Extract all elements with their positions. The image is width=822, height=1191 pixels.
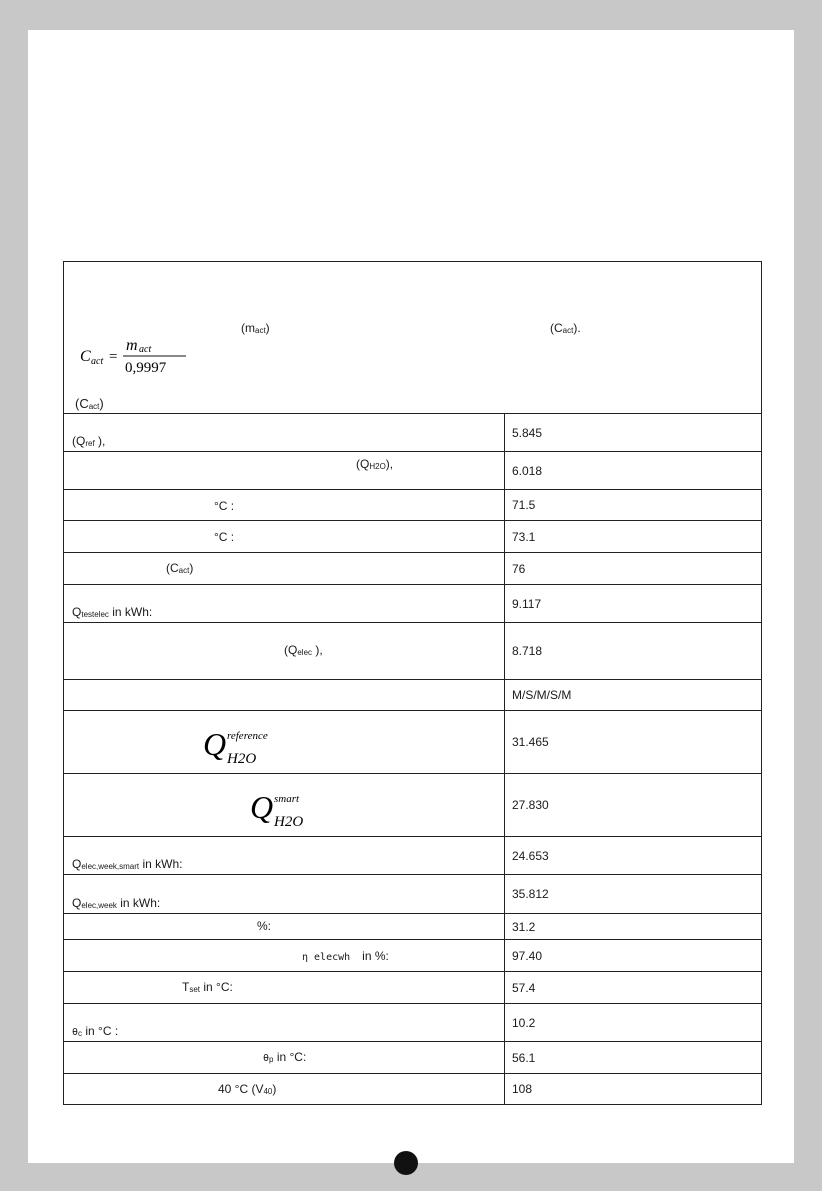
- table-row: [64, 875, 761, 914]
- row-value: 108: [512, 1082, 533, 1096]
- document-page: [28, 30, 794, 1163]
- q-main: Q: [203, 726, 227, 762]
- intro-cell: [64, 262, 761, 414]
- q-h2o-smart-formula: [248, 778, 348, 834]
- row-value: 35.812: [512, 887, 549, 901]
- row-value: 31.2: [512, 919, 536, 934]
- q-sup: smart: [274, 793, 300, 805]
- row-label: [64, 972, 505, 1003]
- q-main: Q: [250, 789, 274, 825]
- eta-elecwh-label: η elecwh in %:: [302, 949, 389, 963]
- row-value: 6.018: [512, 463, 543, 478]
- row-label: [64, 875, 505, 913]
- table-row: [64, 1042, 761, 1074]
- v40-label: 40 °C $(V_{40})$: [218, 1082, 277, 1096]
- table-row: [64, 414, 761, 452]
- row-value: 5.845: [512, 425, 543, 440]
- formula-lhs-sub: act: [91, 356, 104, 367]
- row-label: [64, 1074, 505, 1104]
- row-label: [64, 1004, 505, 1041]
- table-row: [64, 680, 761, 711]
- page-number-marker: [394, 1151, 418, 1175]
- theta-p-label: $\theta_p$ in °C:: [263, 1050, 307, 1064]
- q-elec-label: ($Q_{elec}$ ),: [284, 643, 323, 657]
- row-label: [64, 521, 505, 552]
- q-elec-week-label: $Q_{elec,week}$ in kWh:: [72, 896, 161, 910]
- row-label: [64, 452, 505, 489]
- row-value: 31.465: [512, 735, 549, 749]
- table-row: [64, 914, 761, 940]
- q-ref-label: ($Q_{ref}$ ),: [72, 434, 106, 448]
- row-value: 76: [512, 561, 526, 576]
- row-label: [64, 553, 505, 584]
- c-act-label: $(C_{act})$.: [550, 321, 581, 335]
- q-h2o-label: $(Q_{H2O})$,: [356, 457, 394, 471]
- row-label: [64, 940, 505, 971]
- t-set-label: $T_{set}$ in °C:: [182, 980, 233, 994]
- row-value: M/S/M/S/M: [512, 688, 572, 702]
- row-label: [64, 711, 505, 773]
- row-label: [64, 490, 505, 520]
- row-value: 8.718: [512, 644, 543, 658]
- table-row: [64, 623, 761, 680]
- row-label: [64, 774, 505, 836]
- row-value: 71.5: [512, 498, 536, 512]
- c-act-formula: [78, 335, 188, 375]
- row-label: [64, 414, 505, 451]
- row-label: [64, 1042, 505, 1073]
- table-row: [64, 711, 761, 774]
- row-value: 27.830: [512, 798, 549, 812]
- table-row: [64, 972, 761, 1004]
- table-row: [64, 837, 761, 875]
- c-act-note: $(C_{act})$: [75, 396, 104, 411]
- row-value: 10.2: [512, 1015, 536, 1030]
- row-value: 24.653: [512, 848, 549, 863]
- table-row: [64, 452, 761, 490]
- row-value: 56.1: [512, 1050, 536, 1065]
- percent-label: %:: [257, 919, 272, 933]
- temp-label: °C :: [214, 499, 235, 513]
- q-testelec-label: $Q_{testelec}$ in kWh:: [72, 605, 153, 619]
- q-h2o-reference-formula: [201, 715, 301, 771]
- table-row: [64, 521, 761, 553]
- data-table: [63, 261, 762, 1105]
- q-sub: H2O: [227, 751, 257, 767]
- row-value: 73.1: [512, 529, 536, 544]
- row-value: 9.117: [512, 596, 542, 611]
- row-label: [64, 623, 505, 679]
- temp-label: °C :: [214, 530, 235, 544]
- table-row: [64, 490, 761, 521]
- formula-den: 0,9997: [125, 360, 167, 375]
- row-label: [64, 914, 505, 939]
- q-sup: reference: [227, 730, 268, 742]
- table-row: [64, 774, 761, 837]
- q-elec-week-smart-label: $Q_{elec,week,smart}$ in kWh:: [72, 857, 183, 871]
- table-row: [64, 940, 761, 972]
- table-row: [64, 1004, 761, 1042]
- row-value: 97.40: [512, 948, 543, 963]
- c-act-row-label: $(C_{act})$: [166, 561, 194, 575]
- row-label: [64, 680, 505, 710]
- formula-num: m: [126, 337, 138, 354]
- row-label: [64, 585, 505, 622]
- theta-c-label: $\theta_c$ in °C :: [72, 1024, 119, 1038]
- table-row: [64, 1074, 761, 1104]
- row-value: 57.4: [512, 980, 536, 995]
- formula-lhs: C: [80, 348, 91, 365]
- q-sub: H2O: [274, 814, 304, 830]
- formula-num-sub: act: [139, 344, 152, 355]
- row-label: [64, 837, 505, 874]
- formula-eq: =: [109, 349, 118, 365]
- table-row: [64, 553, 761, 585]
- m-act-label: $(m_{act})$: [241, 321, 270, 335]
- table-row: [64, 585, 761, 623]
